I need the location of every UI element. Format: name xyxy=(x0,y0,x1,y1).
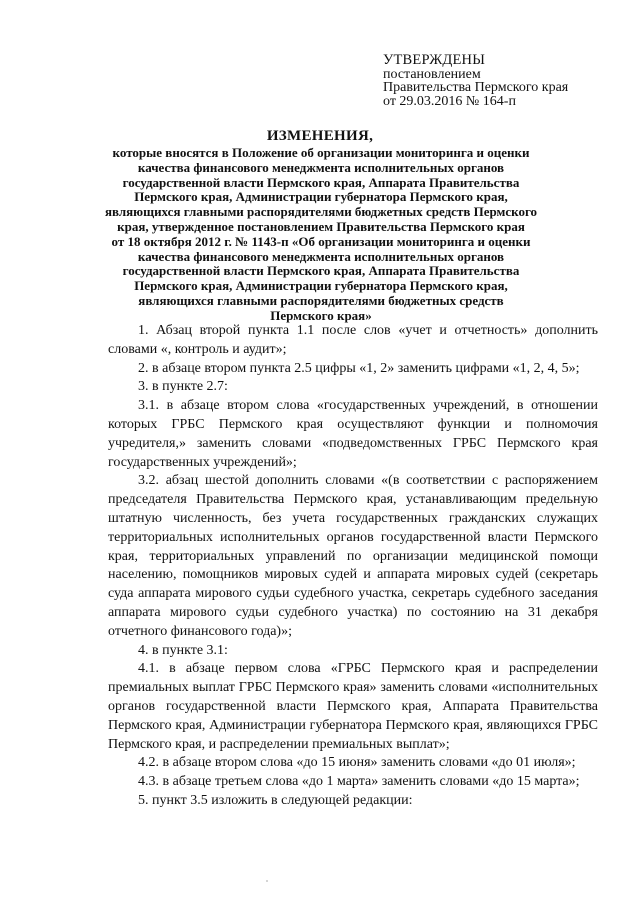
paragraph-3: 3. в пункте 2.7: xyxy=(138,379,228,395)
paragraph-4-1: 4.1. в абзаце первом слова «ГРБС Пермского края и распределении премиальных выплат ГРБС Пермского края» заменить словами «исполнительных органов государственной власти Пермского края, Аппарата Правительства Пермского края, Администрации губернатора Пермского края, являющихся ГРБС Пермского края, и распределении премиальных выплат»; xyxy=(108,661,598,752)
approval-heading: УТВЕРЖДЕНЫ xyxy=(383,52,486,68)
scan-speck xyxy=(266,880,268,882)
approval-line: постановлением xyxy=(383,66,481,82)
paragraph-3-1: 3.1. в абзаце втором слова «государственных учреждений, в отношении которых ГРБС Пермского края осуществляют функции и полномочия учредителя,» заменить словами «подведомственных ГРБС Пермского края государственных учреждений»; xyxy=(108,398,598,470)
subtitle-line: являющихся главными распорядителями бюджетных средств Пермского xyxy=(104,204,538,220)
paragraph-4-3: 4.3. в абзаце третьем слова «до 1 марта» заменить словами «до 15 марта»; xyxy=(138,774,580,790)
paragraph-1: 1. Абзац второй пункта 1.1 после слов «учет и отчетность» дополнить словами «, контроль и аудит»; xyxy=(108,323,598,357)
subtitle-line: Пермского края, Администрации губернатора Пермского края, xyxy=(134,278,508,294)
subtitle-line: государственной власти Пермского края, Аппарата Правительства xyxy=(122,263,520,279)
document-subtitle xyxy=(84,146,558,324)
subtitle-line: края, утвержденное постановлением Правительства Пермского края xyxy=(117,218,525,234)
paragraph-4-2: 4.2. в абзаце втором слова «до 15 июня» заменить словами «до 01 июля»; xyxy=(138,755,576,771)
subtitle-line: Пермского края, Администрации губернатора Пермского края, xyxy=(134,189,508,205)
approval-date-line: от 29.03.2016 № 164-п xyxy=(383,93,516,109)
subtitle-line: качества финансового менеджмента исполнительных органов xyxy=(137,248,505,264)
paragraph-3-2: 3.2. абзац шестой дополнить словами «(в соответствии с распоряжением председателя Правительства Пермского края, устанавливающим предельную штатную численность, без учета государственных гражданских служащих территориальных исполнительных органов государственной власти Пермского края, территориальных управлений по организации медицинской помощи населению, помощников мировых судей и аппарата мировых судей (секретарь суда аппарата мирового судьи судебного участка, секретарь судебного заседания аппарата мирового судьи судебного участка) по состоянию на 31 декабря отчетного финансового года)»; xyxy=(108,473,598,639)
subtitle-line: Пермского края» xyxy=(270,307,372,323)
document-title: ИЗМЕНЕНИЯ, xyxy=(266,128,374,144)
document-body xyxy=(108,322,598,811)
approval-stamp xyxy=(383,54,633,108)
subtitle-line: от 18 октября 2012 г. № 1143-п «Об организации мониторинга и оценки xyxy=(111,233,531,249)
paragraph-4: 4. в пункте 3.1: xyxy=(138,642,228,658)
approval-line: Правительства Пермского края xyxy=(383,80,569,95)
paragraph-2: 2. в абзаце втором пункта 2.5 цифры «1, 2» заменить цифрами «1, 2, 4, 5»; xyxy=(138,360,580,376)
subtitle-line: которые вносятся в Положение об организации мониторинга и оценки xyxy=(112,145,530,160)
paragraph-5: 5. пункт 3.5 изложить в следующей редакции: xyxy=(138,792,413,808)
subtitle-line: качества финансового менеджмента исполнительных органов xyxy=(137,159,505,175)
subtitle-line: государственной власти Пермского края, Аппарата Правительства xyxy=(122,174,520,190)
subtitle-line: являющихся главными распорядителями бюджетных средств xyxy=(138,292,504,308)
